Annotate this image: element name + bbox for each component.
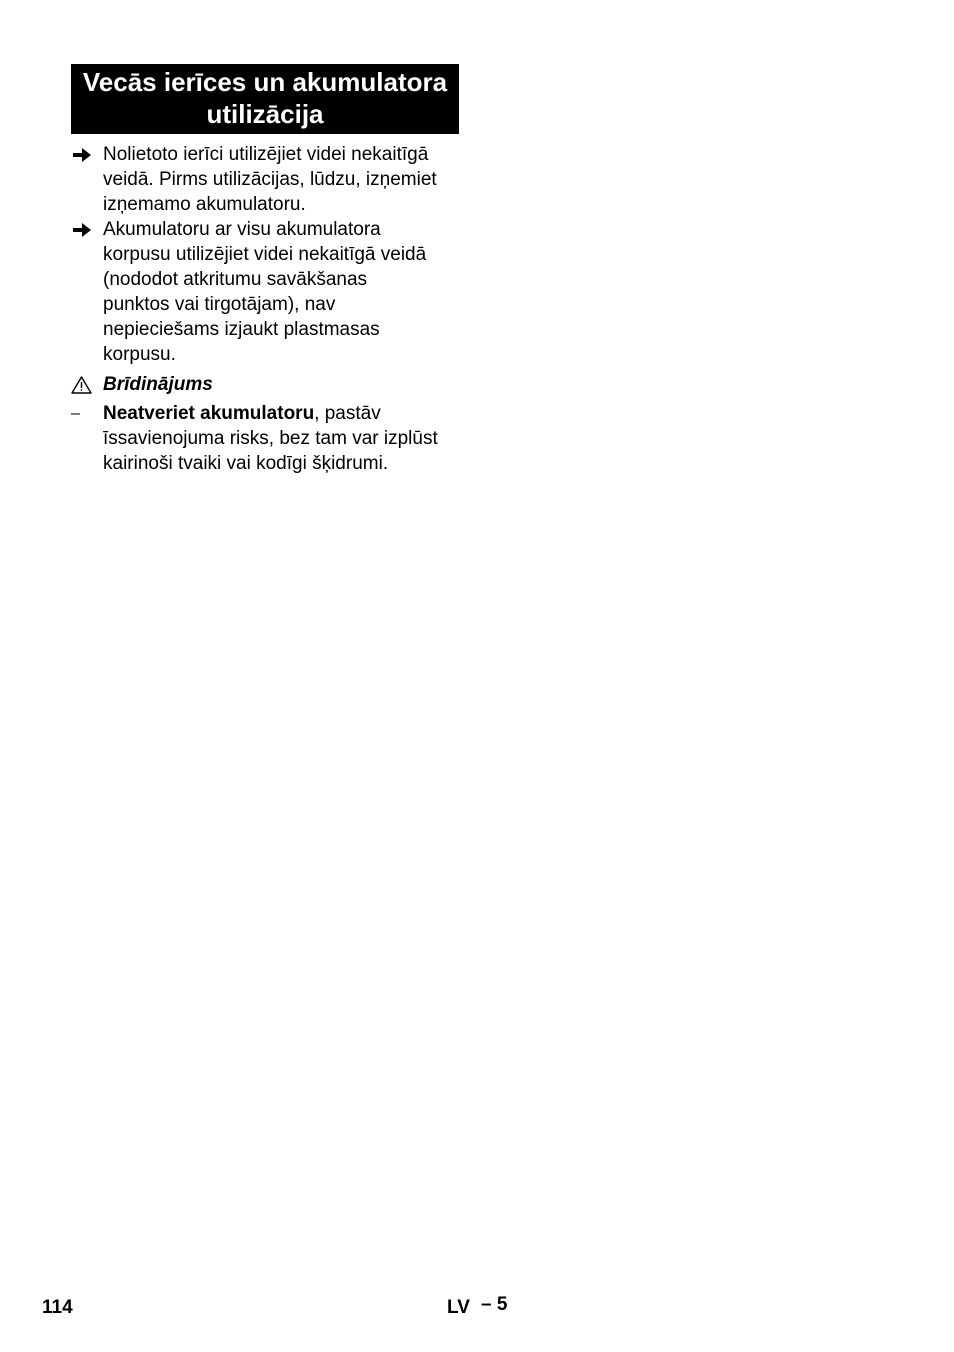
step-2-line-6: korpusu. [103,344,176,365]
dash-marker: – [71,405,80,422]
warning-line-2: īssavienojuma risks, bez tam var izplūst [103,428,438,449]
step-1-line-1: Nolietoto ierīci utilizējiet videi nekaitīgā [103,144,429,165]
warning-bold-text: Neatveriet akumulatoru [103,403,315,424]
section-number: – 5 [481,1294,508,1315]
step-2-line-4: punktos vai tirgotājam), nav [103,294,336,315]
warning-title: Brīdinājums [103,374,213,395]
page-number: 114 [42,1297,73,1318]
step-2-line-1: Akumulatoru ar visu akumulatora [103,219,381,240]
heading-line-2: utilizācija [206,99,324,129]
section-heading [71,64,459,134]
warning-item [71,401,459,476]
content-column [71,64,459,476]
arrow-right-icon [73,223,91,237]
step-1-line-3: izņemamo akumulatoru. [103,194,306,215]
instruction-step-1 [71,142,459,217]
step-2-line-5: nepieciešams izjaukt plastmasas [103,319,380,340]
language-code: LV [447,1297,470,1318]
warning-triangle-icon [71,376,92,394]
arrow-right-icon [73,148,91,162]
step-2-line-2: korpusu utilizējiet videi nekaitīgā veidā [103,244,427,265]
warning-line-3: kairinoši tvaiki vai kodīgi šķidrumi. [103,453,389,474]
step-1-line-2: veidā. Pirms utilizācijas, lūdzu, izņemiet [103,169,437,190]
step-2-line-3: (nododot atkritumu savākšanas [103,269,368,290]
warning-line-1-rest: , pastāv [314,403,381,424]
heading-line-1: Vecās ierīces un akumulatora [82,67,448,97]
instruction-step-2 [71,217,459,367]
warning-heading [71,372,459,397]
